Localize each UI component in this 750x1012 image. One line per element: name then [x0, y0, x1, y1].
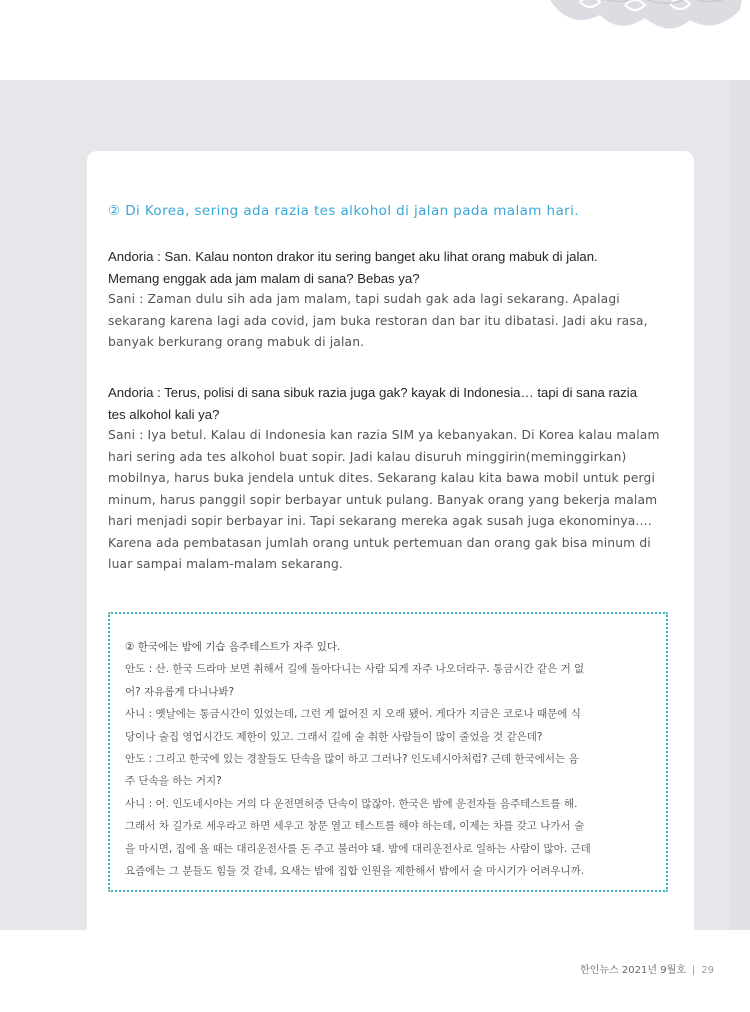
answer-line: luar sampai malam-malam sekarang. — [108, 557, 343, 571]
footer-separator: | — [691, 965, 696, 976]
answer-line: Sani : Zaman dulu sih ada jam malam, tapi sudah gak ada lagi sekarang. Apalagi — [108, 292, 620, 306]
answer-line: minum, harus panggil sopir berbayar untuk pulang. Banyak orang yang bekerja malam — [108, 492, 658, 507]
korean-text-line: 주 단속을 하는 거지? — [125, 775, 222, 788]
korean-text-line: 당이나 술집 영업시간도 제한이 있고. 그래서 길에 술 취한 사람들이 많이 줄었을 것 같은데? — [125, 730, 543, 743]
page-number: 29 — [701, 965, 714, 976]
publication-name: 한인뉴스 2021년 9월호 — [580, 965, 686, 976]
answer-line: Sani : Iya betul. Kalau di Indonesia kan razia SIM ya kebanyakan. Di Korea kalau malam — [108, 428, 660, 442]
korean-translation-box — [108, 612, 668, 892]
page-footer — [580, 961, 714, 976]
decorative-cloud-ornament — [540, 0, 750, 40]
korean-text-line: 어? 자유롭게 다니나봐? — [125, 685, 235, 698]
answer-line: hari sering ada tes alkohol buat sopir. Jadi kalau disuruh minggirin(meminggirkan) — [108, 449, 627, 464]
korean-text-line: 안도 : 산. 한국 드라마 보면 취해서 길에 돌아다니는 사람 되게 자주 나오더라구. 통금시간 같은 거 없 — [125, 663, 585, 676]
answer-line: banyak berkurang orang mabuk di jalan. — [108, 335, 365, 349]
question-line: Andoria : Terus, polisi di sana sibuk razia juga gak? kayak di Indonesia… tapi di sana razia — [108, 385, 638, 400]
question-line: Andoria : San. Kalau nonton drakor itu sering banget aku lihat orang mabuk di jalan. — [108, 249, 598, 264]
korean-text-line: 을 마시면, 집에 올 때는 대리운전사를 돈 주고 불러야 돼. 밤에 대리운전사로 일하는 사람이 많아. 근데 — [125, 842, 591, 855]
answer-line: Karena ada pembatasan jumlah orang untuk pertemuan dan orang gak bisa minum di — [108, 535, 651, 550]
korean-heading-line: ② 한국에는 밤에 기습 음주테스트가 자주 있다. — [125, 641, 341, 653]
dialog-block-2 — [108, 382, 674, 576]
question-line: Memang enggak ada jam malam di sana? Bebas ya? — [108, 270, 420, 286]
dialog-block-1 — [108, 246, 674, 354]
korean-text-line: 그래서 차 길가로 세우라고 하면 세우고 창문 열고 테스트를 해야 하는데, 이제는 차를 갖고 나가서 술 — [125, 820, 585, 833]
korean-text-line: 사니 : 어. 인도네시아는 거의 다 운전면허증 단속이 많잖아. 한국은 밤에 운전자들 음주테스트를 해. — [125, 797, 578, 810]
question-line: tes alkohol kali ya? — [108, 406, 220, 422]
answer-line: hari menjadi sopir berbayar ini. Tapi sekarang mereka agak susah juga ekonominya…. — [108, 514, 652, 528]
korean-text-line: 요즘에는 그 분들도 힘들 것 같네, 요새는 밤에 집합 인원을 제한해서 밤에서 술 마시기가 어려우니까. — [125, 865, 585, 878]
answer-line: sekarang karena lagi ada covid, jam buka restoran dan bar itu dibatasi. Jadi aku rasa, — [108, 313, 648, 328]
korean-text-line: 안도 : 그리고 한국에 있는 경찰들도 단속을 많이 하고 그러나? 인도네시아처럼? 근데 한국에서는 음 — [125, 753, 579, 766]
section-heading: ② Di Korea, sering ada razia tes alkohol di jalan pada malam hari. — [108, 203, 579, 219]
answer-line: mobilnya, harus buka jendela untuk dites. Sekarang kalau kita bawa mobil untuk pergi — [108, 471, 656, 485]
page-edge-strip — [730, 80, 750, 930]
korean-text-line: 사니 : 옛날에는 통금시간이 있었는데, 그런 게 없어진 지 오래 됐어. 게다가 지금은 코로나 때문에 식 — [125, 708, 581, 721]
